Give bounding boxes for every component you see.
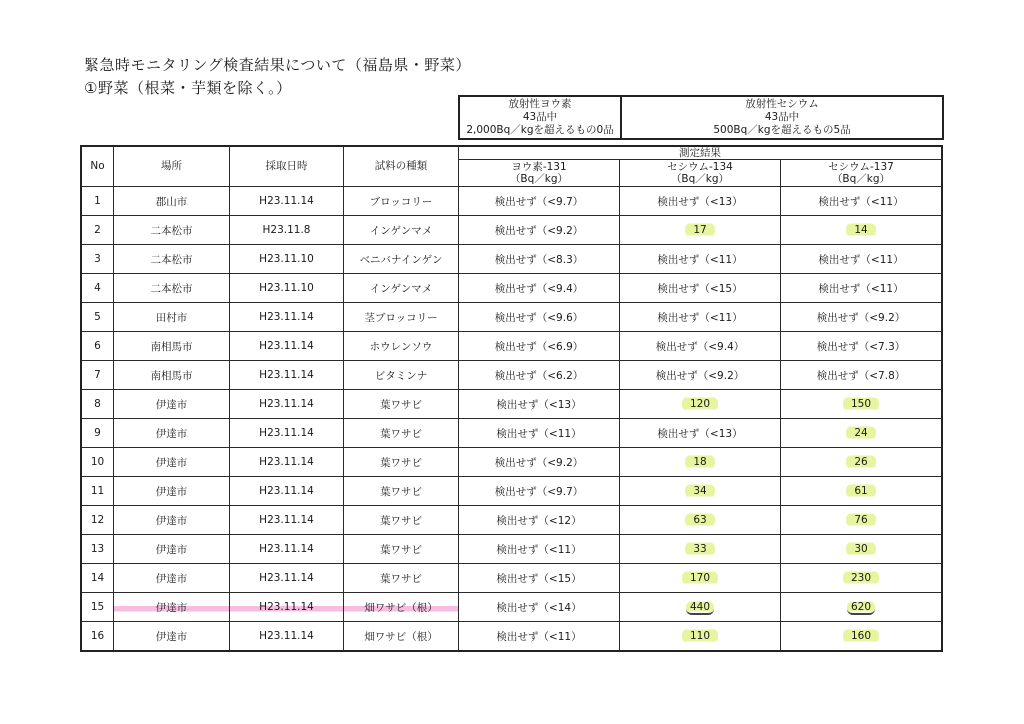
summary-cesium-label: 放射性セシウム [745,98,819,110]
cell-no-value: 13 [90,543,105,555]
cell-i131-value: 検出せず（<9.2） [494,456,584,469]
cell-sample [344,274,459,303]
cell-no-value: 2 [94,224,101,236]
header-measurement: 測定結果 [459,146,943,160]
cell-cs137-value: 検出せず（<7.3） [816,340,906,353]
cell-no [81,274,114,303]
cell-sample-value: 葉ワサビ [380,543,422,556]
cell-cs137 [781,390,943,419]
cell-place-value: 二本松市 [150,282,193,295]
cell-sample-value: 葉ワサビ [380,427,422,440]
cell-cs134 [620,361,781,390]
cell-date-value: H23.11.14 [259,543,314,555]
summary-iodine-result: 2,000Bq／kgを超えるもの0品 [466,124,614,136]
cell-date [230,448,344,477]
cell-no-value: 1 [94,195,101,207]
cell-cs137-value: 61 [846,484,875,498]
cell-no-value: 5 [94,311,101,323]
summary-cesium [621,96,943,139]
cell-date-value: H23.11.14 [259,485,314,497]
cell-date [230,506,344,535]
page-subtitle: ①野菜（根菜・芋類を除く。） [84,79,292,97]
cell-i131 [459,332,620,361]
cell-cs134 [620,535,781,564]
cell-i131 [459,361,620,390]
cell-cs137 [781,332,943,361]
cell-cs137 [781,187,943,216]
cell-place [114,390,230,419]
cell-no [81,506,114,535]
cell-date-value: H23.11.14 [259,195,314,207]
cell-cs137-value: 76 [846,513,875,527]
cell-cs137-value: 検出せず（<11） [818,253,904,266]
cell-sample [344,332,459,361]
cell-place [114,477,230,506]
cell-i131 [459,216,620,245]
cell-cs137-value: 620 [847,601,875,615]
cell-no [81,477,114,506]
table-row [81,332,942,361]
cell-place-value: 南相馬市 [150,369,193,382]
cell-sample-value: ブロッコリー [369,195,433,208]
cell-cs137 [781,419,943,448]
header-date: 採取日時 [230,146,344,187]
cell-cs137 [781,216,943,245]
cell-place-value: 二本松市 [150,224,193,237]
cell-sample-value: 葉ワサビ [380,572,422,585]
cell-cs137-value: 30 [846,542,875,556]
cell-date [230,245,344,274]
cell-no [81,216,114,245]
cell-sample [344,303,459,332]
cell-cs134 [620,390,781,419]
cell-i131 [459,564,620,593]
cell-sample [344,419,459,448]
cell-place [114,419,230,448]
cell-date [230,390,344,419]
cell-cs134 [620,332,781,361]
cell-place-value: 伊達市 [155,427,188,440]
cell-no-value: 7 [94,369,101,381]
cell-i131-value: 検出せず（<11） [496,630,582,643]
cell-sample-value: 畑ワサビ（根） [364,630,438,643]
header-i131 [459,160,620,187]
cell-no [81,390,114,419]
header-i131-unit: （Bq／kg） [509,173,569,185]
cell-cs134-value: 33 [685,542,714,556]
cell-cs137 [781,535,943,564]
cell-date [230,622,344,652]
cell-cs137 [781,361,943,390]
cell-no-value: 15 [90,601,105,613]
cell-place [114,448,230,477]
cell-sample [344,622,459,652]
cell-no [81,303,114,332]
cell-cs134 [620,216,781,245]
cell-i131 [459,390,620,419]
cell-cs134-value: 440 [686,601,714,615]
cell-place [114,535,230,564]
cell-date-value: H23.11.8 [262,224,311,236]
cell-cs134 [620,564,781,593]
cell-cs137-value: 160 [843,629,879,643]
cell-no-value: 14 [90,572,105,584]
cell-place [114,622,230,652]
cell-cs134 [620,419,781,448]
header-cs137-unit: （Bq／kg） [831,173,891,185]
cell-i131-value: 検出せず（<6.2） [494,369,584,382]
cell-place [114,303,230,332]
summary-iodine [459,96,621,139]
cell-place-value: 伊達市 [155,514,188,527]
cell-sample [344,390,459,419]
cell-cs134-value: 34 [685,484,714,498]
cell-cs134-value: 検出せず（<9.2） [655,369,745,382]
cell-no [81,593,114,622]
cell-i131-value: 検出せず（<8.3） [494,253,584,266]
cell-date-value: H23.11.14 [259,514,314,526]
cell-cs134 [620,274,781,303]
cell-date [230,477,344,506]
cell-no-value: 10 [90,456,105,468]
cell-cs137 [781,245,943,274]
cell-no [81,187,114,216]
cell-cs137-value: 検出せず（<9.2） [816,311,906,324]
cell-sample-value: 葉ワサビ [380,514,422,527]
cell-i131 [459,303,620,332]
cell-sample [344,361,459,390]
cell-cs137-value: 24 [846,426,875,440]
table-row [81,622,942,652]
cell-cs137 [781,274,943,303]
cell-place-value: 伊達市 [155,572,188,585]
cell-cs134-value: 18 [685,455,714,469]
cell-date-value: H23.11.14 [259,340,314,352]
table-row [81,390,942,419]
cell-no [81,332,114,361]
cell-cs134 [620,593,781,622]
cell-date-value: H23.11.14 [259,427,314,439]
cell-cs137-value: 230 [843,571,879,585]
cell-no-value: 6 [94,340,101,352]
cell-place [114,274,230,303]
cell-place-value: 伊達市 [155,456,188,469]
cell-sample-value: インゲンマメ [369,282,433,295]
header-cs137-label: セシウム-137 [828,161,894,173]
cell-i131-value: 検出せず（<15） [496,572,582,585]
cell-cs137 [781,593,943,622]
cell-place [114,506,230,535]
cell-place [114,187,230,216]
cell-cs137-value: 14 [846,223,875,237]
cell-place [114,216,230,245]
cell-cs137 [781,303,943,332]
header-no: No [81,146,114,187]
cell-date [230,419,344,448]
cell-i131 [459,245,620,274]
cell-date [230,303,344,332]
cell-place-value: 南相馬市 [150,340,193,353]
cell-sample [344,216,459,245]
cell-i131-value: 検出せず（<6.9） [494,340,584,353]
cell-date-value: H23.11.14 [259,630,314,642]
cell-place [114,245,230,274]
cell-no-value: 16 [90,630,105,642]
table-row [81,506,942,535]
cell-i131-value: 検出せず（<9.2） [494,224,584,237]
header-sample: 試料の種類 [344,146,459,187]
cell-place-value: 伊達市 [155,485,188,498]
header-cs134 [620,160,781,187]
cell-i131-value: 検出せず（<11） [496,427,582,440]
cell-sample-value: 葉ワサビ [380,485,422,498]
summary-iodine-count: 43品中 [522,111,558,123]
cell-i131 [459,187,620,216]
cell-i131 [459,506,620,535]
cell-date-value: H23.11.14 [259,601,314,613]
cell-cs137 [781,622,943,652]
cell-no [81,245,114,274]
cell-place [114,593,230,622]
cell-sample-value: ビタミンナ [374,369,428,382]
table-row [81,361,942,390]
cell-i131 [459,593,620,622]
cell-place-value: 伊達市 [155,630,188,643]
cell-sample [344,477,459,506]
cell-i131-value: 検出せず（<13） [496,398,582,411]
cell-sample-value: インゲンマメ [369,224,433,237]
cell-no [81,448,114,477]
cell-cs137 [781,506,943,535]
header-cs134-label: セシウム-134 [667,161,733,173]
cell-sample-value: ベニバナインゲン [359,253,443,266]
cell-i131-value: 検出せず（<9.6） [494,311,584,324]
cell-date-value: H23.11.14 [259,311,314,323]
cell-cs134 [620,448,781,477]
cell-no [81,535,114,564]
cell-date [230,593,344,622]
header-place: 場所 [114,146,230,187]
cell-sample-value: 葉ワサビ [380,398,422,411]
cell-i131-value: 検出せず（<9.4） [494,282,584,295]
cell-date [230,564,344,593]
cell-i131 [459,419,620,448]
cell-place-value: 郡山市 [155,195,188,208]
cell-sample [344,245,459,274]
cell-no [81,564,114,593]
cell-cs134-value: 110 [682,629,718,643]
cell-cs134-value: 検出せず（<13） [657,427,743,440]
table-row [81,477,942,506]
cell-no-value: 3 [94,253,101,265]
cell-cs134 [620,506,781,535]
cell-cs134-value: 120 [682,397,718,411]
cell-date-value: H23.11.14 [259,369,314,381]
table-row [81,564,942,593]
results-table [80,145,943,652]
cell-place [114,361,230,390]
summary-cesium-result: 500Bq／kgを超えるもの5品 [713,124,851,136]
cell-i131 [459,622,620,652]
cell-date [230,361,344,390]
cell-cs134-value: 17 [685,223,714,237]
summary-table [458,95,944,140]
cell-no [81,622,114,652]
cell-cs134-value: 検出せず（<11） [657,311,743,324]
cell-cs134 [620,622,781,652]
cell-sample [344,187,459,216]
cell-sample [344,535,459,564]
header-cs134-unit: （Bq／kg） [670,173,730,185]
table-row [81,274,942,303]
cell-date-value: H23.11.10 [259,282,314,294]
cell-no [81,361,114,390]
cell-i131-value: 検出せず（<9.7） [494,195,584,208]
cell-cs137-value: 検出せず（<11） [818,282,904,295]
cell-sample-value: 畑ワサビ（根） [364,601,438,614]
table-row [81,245,942,274]
cell-sample [344,564,459,593]
cell-place-value: 伊達市 [155,543,188,556]
cell-sample [344,593,459,622]
cell-cs134-value: 検出せず（<15） [657,282,743,295]
cell-place-value: 伊達市 [155,398,188,411]
cell-cs137 [781,564,943,593]
cell-date-value: H23.11.14 [259,572,314,584]
cell-place-value: 田村市 [155,311,188,324]
cell-cs134-value: 検出せず（<13） [657,195,743,208]
table-row [81,535,942,564]
cell-i131 [459,274,620,303]
summary-cesium-count: 43品中 [764,111,800,123]
cell-sample-value: 葉ワサビ [380,456,422,469]
table-row [81,216,942,245]
cell-sample [344,448,459,477]
table-row [81,593,942,622]
cell-i131 [459,535,620,564]
table-row [81,448,942,477]
header-cs137 [781,160,943,187]
table-row [81,187,942,216]
cell-date [230,187,344,216]
cell-cs134-value: 63 [685,513,714,527]
summary-iodine-label: 放射性ヨウ素 [508,98,572,110]
cell-place-value: 伊達市 [155,601,188,614]
cell-no-value: 9 [94,427,101,439]
header-i131-label: ヨウ素-131 [511,161,567,173]
cell-date-value: H23.11.14 [259,398,314,410]
cell-i131-value: 検出せず（<9.7） [494,485,584,498]
cell-i131-value: 検出せず（<12） [496,514,582,527]
cell-date [230,535,344,564]
cell-no-value: 8 [94,398,101,410]
cell-sample [344,506,459,535]
cell-place [114,332,230,361]
cell-no-value: 12 [90,514,105,526]
cell-cs137-value: 26 [846,455,875,469]
cell-cs134 [620,303,781,332]
cell-cs134-value: 検出せず（<11） [657,253,743,266]
cell-cs137 [781,477,943,506]
cell-cs134 [620,187,781,216]
cell-no-value: 11 [90,485,105,497]
cell-place [114,564,230,593]
cell-i131-value: 検出せず（<11） [496,543,582,556]
cell-cs134-value: 検出せず（<9.4） [655,340,745,353]
cell-no-value: 4 [94,282,101,294]
cell-cs137-value: 150 [843,397,879,411]
cell-no [81,419,114,448]
cell-cs137-value: 検出せず（<11） [818,195,904,208]
cell-cs134 [620,477,781,506]
cell-cs134-value: 170 [682,571,718,585]
cell-cs137 [781,448,943,477]
cell-sample-value: 茎ブロッコリー [364,311,438,324]
cell-i131 [459,448,620,477]
cell-i131-value: 検出せず（<14） [496,601,582,614]
table-row [81,303,942,332]
cell-date-value: H23.11.14 [259,456,314,468]
cell-date [230,274,344,303]
cell-date-value: H23.11.10 [259,253,314,265]
cell-place-value: 二本松市 [150,253,193,266]
cell-date [230,332,344,361]
cell-i131 [459,477,620,506]
cell-date [230,216,344,245]
table-row [81,419,942,448]
cell-sample-value: ホウレンソウ [369,340,433,353]
cell-cs137-value: 検出せず（<7.8） [816,369,906,382]
cell-cs134 [620,245,781,274]
page-title: 緊急時モニタリング検査結果について（福島県・野菜） [84,56,471,74]
